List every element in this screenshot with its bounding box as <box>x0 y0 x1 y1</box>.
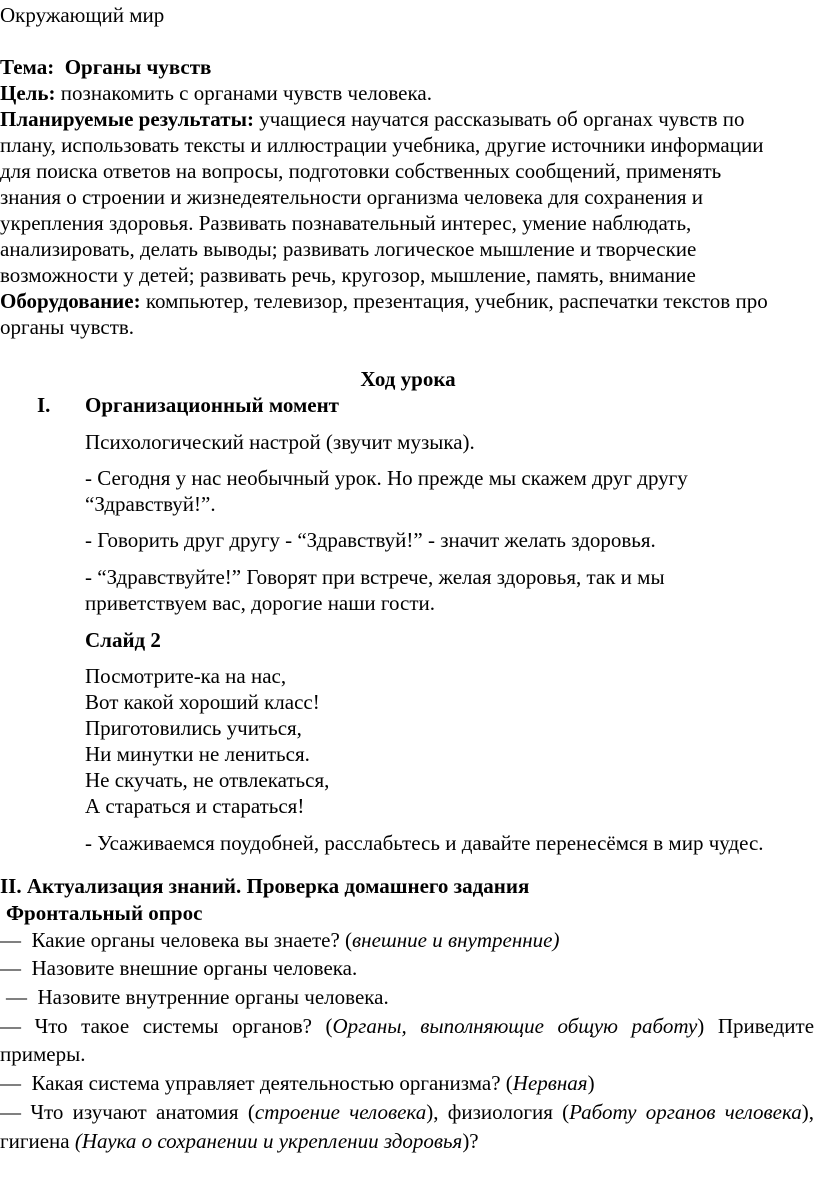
results-label: Планируемые результаты: <box>0 107 254 131</box>
poem-line: Ни минутки не лениться. <box>85 742 310 766</box>
question-text: Назовите внутренние органы человека. <box>37 985 389 1009</box>
question-6-line-2 <box>0 1128 479 1154</box>
question-text: гигиена <box>0 1129 75 1153</box>
question-text: Приведите <box>717 1014 815 1038</box>
poem-line: Приготовились учиться, <box>85 716 302 740</box>
dash: — <box>0 928 21 952</box>
topic-value: Органы чувств <box>64 55 212 79</box>
topic-label: Тема: <box>0 55 55 79</box>
goal-label: Цель: <box>0 81 56 105</box>
paren: ( <box>325 1014 333 1038</box>
dash: — <box>6 985 27 1009</box>
paragraph-guests-2: приветствуем вас, дорогие наши гости. <box>85 591 436 615</box>
question-answer: (Наука о сохранении и укреплении здоровья <box>74 1129 463 1153</box>
paragraph-health: - Говорить друг другу - “Здравствуй!” - значит желать здоровья. <box>85 528 656 552</box>
question-4-line-2: примеры. <box>0 1042 86 1066</box>
results-line-2: плану, использовать тексты и иллюстрации учебника, другие источники информации <box>0 133 764 157</box>
equipment-line-2: органы чувств. <box>0 315 135 339</box>
equipment-label: Оборудование: <box>0 289 141 313</box>
poem-line: Посмотрите-ка на нас, <box>85 664 287 688</box>
subject-title: Окружающий мир <box>0 3 165 27</box>
results-line-1 <box>0 106 745 132</box>
goal-line <box>0 80 432 106</box>
results-line-6: анализировать, делать выводы; развивать логическое мышление и творческие <box>0 237 697 261</box>
poem-line: Не скучать, не отвлекаться, <box>85 768 330 792</box>
question-2 <box>0 955 357 981</box>
dash: — <box>0 956 21 980</box>
results-line-5: укрепления здоровья. Развивать познавательный интерес, умение наблюдать, <box>0 211 692 235</box>
results-text-1: учащиеся научатся рассказывать об органах чувств по <box>259 107 745 131</box>
question-text: Какие органы человека вы знаете? ( <box>31 928 353 952</box>
section1-title: Организационный момент <box>85 393 339 417</box>
question-text: Что такое системы органов? <box>34 1014 312 1038</box>
question-4 <box>0 1013 814 1039</box>
question-answer: Нервная <box>512 1071 588 1095</box>
question-answer: строение человека <box>254 1100 427 1124</box>
section1-number: I. <box>37 393 51 417</box>
question-text: ) <box>587 1071 595 1095</box>
section2-subtitle: Фронтальный опрос <box>6 901 203 925</box>
question-answer: Работу органов человека <box>569 1100 802 1124</box>
topic-line <box>0 54 211 80</box>
equipment-text-1: компьютер, телевизор, презентация, учебник, распечатки текстов про <box>145 289 768 313</box>
results-line-7: возможности у детей; развивать речь, кругозор, мышление, память, внимание <box>0 263 696 287</box>
paragraph-mood: Психологический настрой (звучит музыка). <box>85 430 475 454</box>
section2-title: II. Актуализация знаний. Проверка домашнего задания <box>0 874 530 898</box>
poem-line: А стараться и стараться! <box>85 794 305 818</box>
question-text: ), <box>801 1100 814 1124</box>
results-line-4: знания о строении и жизнедеятельности организма человека для сохранения и <box>0 185 703 209</box>
paragraph-guests-1: - “Здравствуйте!” Говорят при встрече, желая здоровья, так и мы <box>85 565 665 589</box>
question-3 <box>6 984 389 1010</box>
question-text: ), физиология ( <box>426 1100 570 1124</box>
question-text: )? <box>462 1129 479 1153</box>
dash: — <box>0 1014 21 1038</box>
lesson-heading: Ход урока <box>360 367 456 391</box>
question-text: Назовите внешние органы человека. <box>31 956 358 980</box>
dash: — <box>0 1071 21 1095</box>
paragraph-relax: - Усаживаемся поудобней, расслабьтесь и давайте перенесёмся в мир чудес. <box>85 831 764 855</box>
dash: — <box>0 1100 21 1124</box>
question-6 <box>0 1099 814 1125</box>
question-1 <box>0 927 559 953</box>
question-answer: внешние и внутренние) <box>352 928 560 952</box>
goal-value: познакомить с органами чувств человека. <box>60 81 432 105</box>
poem-line: Вот какой хороший класс! <box>85 690 320 714</box>
paren: ) <box>697 1014 705 1038</box>
paragraph-greeting-2: “Здравствуй!”. <box>85 492 216 516</box>
slide-label: Слайд 2 <box>85 628 161 652</box>
equipment-line-1 <box>0 288 768 314</box>
paragraph-greeting-1: - Сегодня у нас необычный урок. Но прежде мы скажем друг другу <box>85 466 688 490</box>
question-text: Какая система управляет деятельностью организма? ( <box>31 1071 513 1095</box>
results-line-3: для поиска ответов на вопросы, подготовки собственных сообщений, применять <box>0 159 722 183</box>
question-text: Что изучают анатомия ( <box>30 1100 255 1124</box>
question-answer: Органы, выполняющие общую работу <box>332 1014 698 1038</box>
question-5 <box>0 1070 595 1096</box>
